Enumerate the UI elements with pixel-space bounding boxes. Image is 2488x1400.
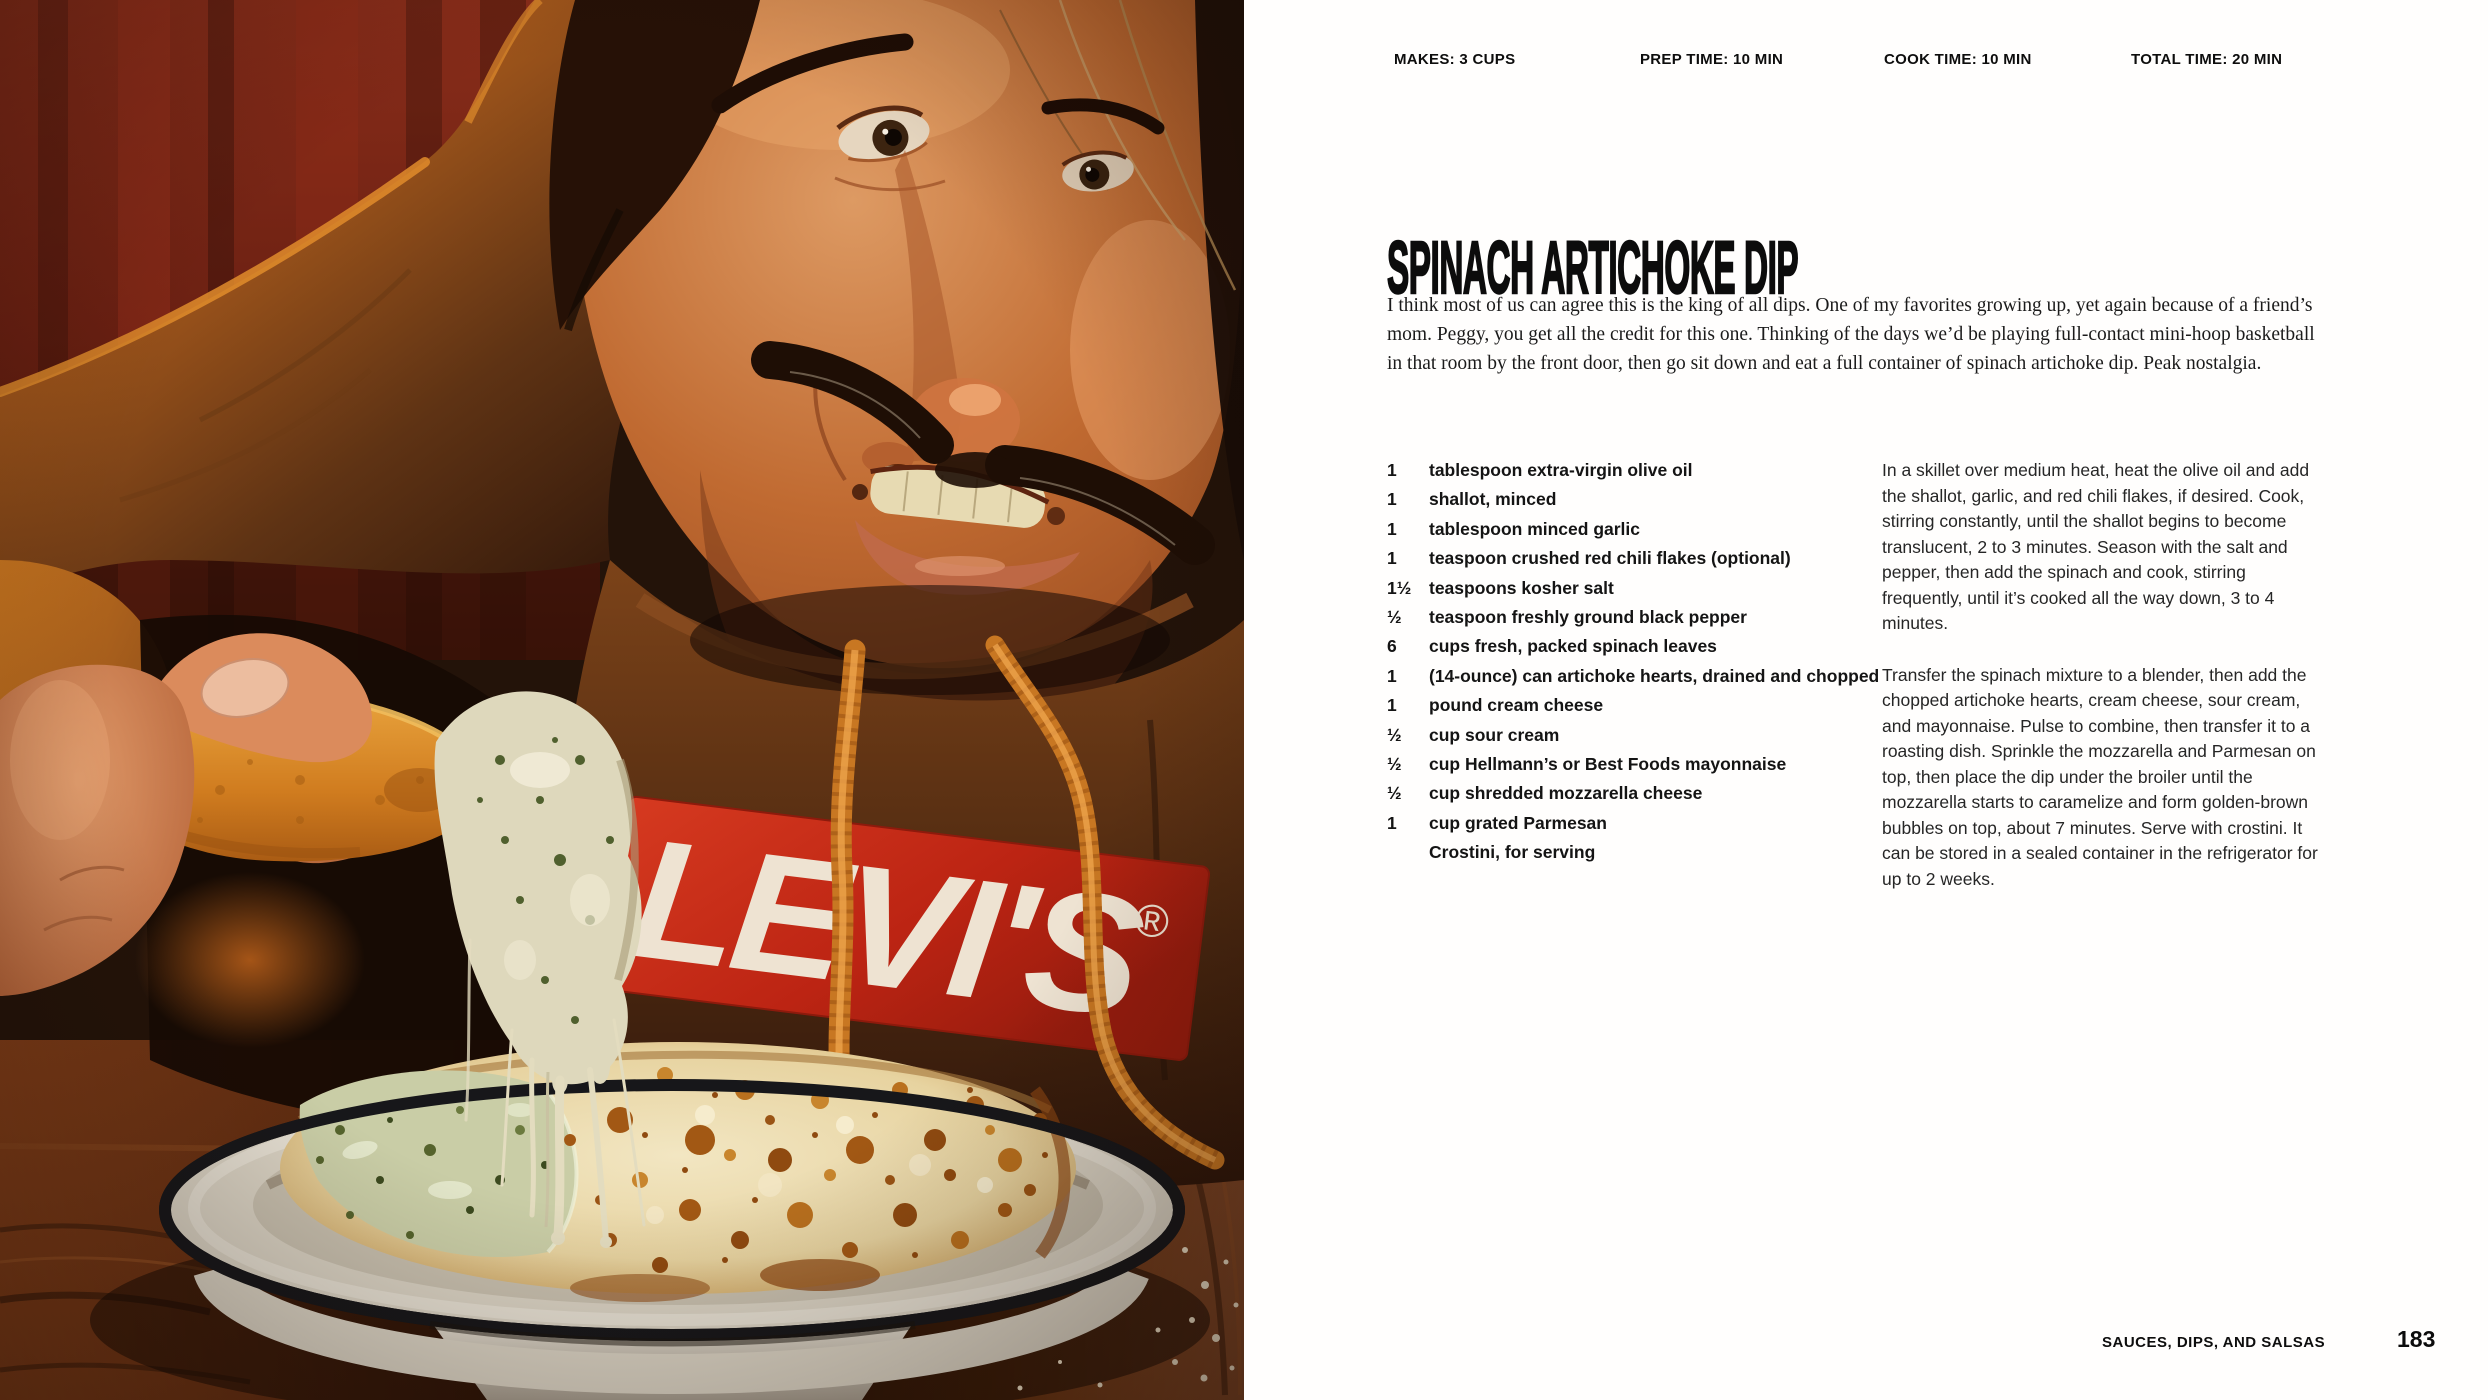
ingredient-row — [1387, 485, 1907, 514]
ingredient-text: cup sour cream — [1429, 724, 1560, 745]
ingredient-row — [1387, 750, 1907, 779]
ingredient-qty: 1 — [1387, 812, 1397, 833]
ingredient-text: teaspoons kosher salt — [1429, 577, 1614, 598]
meta-makes: MAKES: 3 CUPS — [1394, 51, 1516, 68]
ingredient-row — [1387, 603, 1907, 632]
ingredient-qty: ½ — [1387, 783, 1402, 804]
ingredient-text: tablespoon minced garlic — [1429, 518, 1641, 539]
recipe-intro: I think most of us can agree this is the king of all dips. One of my favorites growing up, yet again because of a friend’s mom. Peggy, you get all the credit for this one. Thinking of the days we’d be playing full-contact mini-hoop basketball in that room by the front door, then go sit down and eat a full container of spinach artichoke dip. Peak nostalgia. — [1387, 295, 2315, 374]
ingredient-row — [1387, 632, 1907, 661]
ingredient-qty: 1½ — [1387, 577, 1412, 598]
ingredient-qty: ½ — [1387, 607, 1402, 628]
ingredient-text: cups fresh, packed spinach leaves — [1429, 636, 1717, 657]
instruction-step: Transfer the spinach mixture to a blender, then add the chopped artichoke hearts, cream cheese, sour cream, and mayonnaise. Pulse to combine, then transfer it to a roasting dish. Sprinkle the mozzarella and Parmesan on top, then place the dip under the broiler until the mozzarella starts to caramelize and form golden-brown bubbles on top, about 7 minutes. Serve with crostini. It can be stored in a sealed container in the refrigerator for up to 2 weeks. — [1882, 664, 2318, 889]
ingredient-qty: ½ — [1387, 754, 1402, 775]
ingredient-row — [1387, 515, 1907, 544]
meta-prep-time: PREP TIME: 10 MIN — [1640, 51, 1784, 68]
ingredient-qty: 1 — [1387, 695, 1397, 716]
ingredient-text: shallot, minced — [1429, 489, 1557, 510]
ingredient-qty: ½ — [1387, 724, 1402, 745]
ingredient-text: cup shredded mozzarella cheese — [1429, 783, 1703, 804]
ingredient-text: teaspoon crushed red chili flakes (optional) — [1429, 548, 1791, 569]
ingredient-text: (14-ounce) can artichoke hearts, drained and chopped — [1429, 665, 1880, 686]
ingredient-qty: 1 — [1387, 518, 1397, 539]
ingredient-row — [1387, 691, 1907, 720]
ingredient-row — [1387, 809, 1907, 838]
ingredient-qty: 1 — [1387, 489, 1397, 510]
ingredient-row — [1387, 456, 1907, 485]
footer-page-number: 183 — [2397, 1326, 2436, 1352]
footer-section-label: SAUCES, DIPS, AND SALSAS — [2102, 1334, 2326, 1351]
meta-total-time: TOTAL TIME: 20 MIN — [2131, 51, 2283, 68]
ingredient-text: Crostini, for serving — [1429, 842, 1596, 863]
ingredient-text: pound cream cheese — [1429, 695, 1604, 716]
ingredient-qty: 1 — [1387, 665, 1397, 686]
instruction-step: In a skillet over medium heat, heat the olive oil and add the shallot, garlic, and red chili flakes, if desired. Cook, stirring constantly, until the shallot begins to become translucent, 2 to 3 minutes. Season with the salt and pepper, then add the spinach and cook, stirring frequently, until it’s cooked all the way down, 3 to 4 minutes. — [1882, 460, 2310, 633]
instructions — [1882, 458, 2324, 918]
recipe-title-text: SPINACH ARTICHOKE DIP — [1387, 226, 1799, 309]
meta-cook-time: COOK TIME: 10 MIN — [1884, 51, 2032, 68]
ingredient-row — [1387, 574, 1907, 603]
ingredient-row — [1387, 838, 1907, 867]
ingredient-qty: 1 — [1387, 548, 1397, 569]
ingredient-row — [1387, 544, 1907, 573]
ingredient-text: teaspoon freshly ground black pepper — [1429, 607, 1747, 628]
ingredient-qty — [1387, 838, 1429, 867]
ingredient-row — [1387, 721, 1907, 750]
ingredient-row — [1387, 779, 1907, 808]
ingredients-list — [1387, 456, 1907, 868]
ingredient-text: cup grated Parmesan — [1429, 812, 1607, 833]
ingredient-text: cup Hellmann’s or Best Foods mayonnaise — [1429, 754, 1787, 775]
ingredient-qty: 1 — [1387, 460, 1397, 480]
ingredient-text: tablespoon extra-virgin olive oil — [1429, 460, 1693, 480]
ingredient-qty: 6 — [1387, 636, 1397, 657]
ingredient-row — [1387, 662, 1907, 691]
recipe-page — [1244, 0, 2488, 1400]
